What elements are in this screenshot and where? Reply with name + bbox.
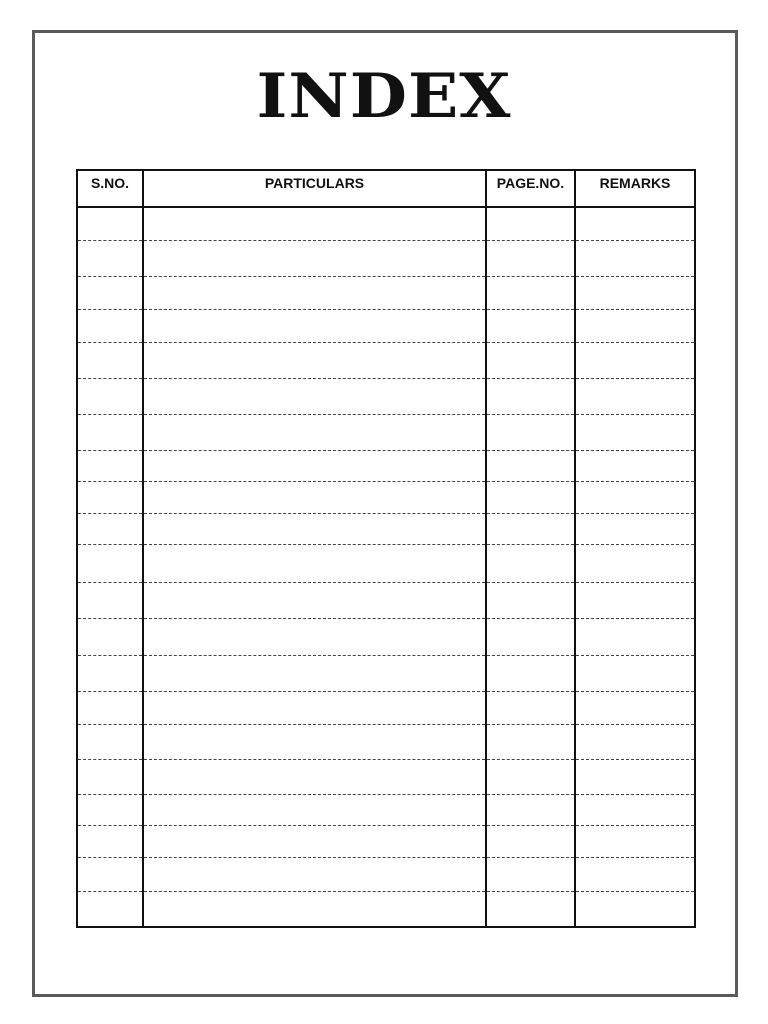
- table-row: [77, 891, 695, 927]
- cell-sno: [77, 309, 143, 342]
- cell-remarks: [575, 414, 695, 450]
- cell-particulars: [143, 794, 486, 825]
- table-row: [77, 759, 695, 794]
- cell-page-no: [486, 891, 575, 927]
- cell-page-no: [486, 544, 575, 582]
- cell-remarks: [575, 450, 695, 481]
- cell-sno: [77, 655, 143, 691]
- cell-remarks: [575, 891, 695, 927]
- cell-particulars: [143, 207, 486, 240]
- cell-particulars: [143, 544, 486, 582]
- cell-page-no: [486, 691, 575, 724]
- cell-sno: [77, 414, 143, 450]
- table-row: [77, 276, 695, 309]
- cell-particulars: [143, 378, 486, 414]
- table-body: [77, 207, 695, 927]
- table-row: [77, 582, 695, 618]
- cell-remarks: [575, 825, 695, 857]
- cell-particulars: [143, 342, 486, 378]
- cell-sno: [77, 691, 143, 724]
- cell-remarks: [575, 759, 695, 794]
- cell-particulars: [143, 582, 486, 618]
- cell-sno: [77, 481, 143, 513]
- cell-page-no: [486, 450, 575, 481]
- cell-sno: [77, 759, 143, 794]
- header-remarks: REMARKS: [575, 170, 695, 207]
- cell-sno: [77, 207, 143, 240]
- cell-page-no: [486, 309, 575, 342]
- table-row: [77, 240, 695, 276]
- cell-page-no: [486, 481, 575, 513]
- cell-particulars: [143, 513, 486, 544]
- table-row: [77, 309, 695, 342]
- index-table: [76, 169, 696, 928]
- table-row: [77, 857, 695, 891]
- cell-remarks: [575, 655, 695, 691]
- table-row: [77, 378, 695, 414]
- cell-sno: [77, 618, 143, 655]
- cell-sno: [77, 513, 143, 544]
- cell-remarks: [575, 691, 695, 724]
- cell-remarks: [575, 857, 695, 891]
- header-sno: S.NO.: [77, 170, 143, 207]
- cell-remarks: [575, 276, 695, 309]
- cell-page-no: [486, 618, 575, 655]
- cell-remarks: [575, 513, 695, 544]
- cell-page-no: [486, 414, 575, 450]
- header-page-no: PAGE.NO.: [486, 170, 575, 207]
- table-row: [77, 450, 695, 481]
- cell-particulars: [143, 618, 486, 655]
- page-title: INDEX: [256, 60, 512, 132]
- cell-remarks: [575, 582, 695, 618]
- cell-remarks: [575, 309, 695, 342]
- cell-remarks: [575, 794, 695, 825]
- cell-sno: [77, 582, 143, 618]
- cell-particulars: [143, 276, 486, 309]
- table-row: [77, 207, 695, 240]
- cell-page-no: [486, 759, 575, 794]
- cell-page-no: [486, 378, 575, 414]
- cell-particulars: [143, 891, 486, 927]
- cell-particulars: [143, 450, 486, 481]
- table-row: [77, 342, 695, 378]
- cell-remarks: [575, 240, 695, 276]
- cell-sno: [77, 794, 143, 825]
- cell-sno: [77, 342, 143, 378]
- cell-page-no: [486, 794, 575, 825]
- cell-page-no: [486, 655, 575, 691]
- table-row: [77, 513, 695, 544]
- cell-particulars: [143, 857, 486, 891]
- table-row: [77, 544, 695, 582]
- cell-page-no: [486, 825, 575, 857]
- table-row: [77, 724, 695, 759]
- cell-particulars: [143, 691, 486, 724]
- cell-page-no: [486, 207, 575, 240]
- cell-remarks: [575, 378, 695, 414]
- cell-particulars: [143, 759, 486, 794]
- cell-particulars: [143, 724, 486, 759]
- cell-page-no: [486, 724, 575, 759]
- cell-sno: [77, 276, 143, 309]
- cell-sno: [77, 825, 143, 857]
- cell-page-no: [486, 513, 575, 544]
- table-row: [77, 481, 695, 513]
- cell-page-no: [486, 342, 575, 378]
- cell-sno: [77, 544, 143, 582]
- cell-remarks: [575, 342, 695, 378]
- table-header-row: [77, 170, 695, 207]
- cell-sno: [77, 378, 143, 414]
- header-particulars: PARTICULARS: [143, 170, 486, 207]
- cell-page-no: [486, 276, 575, 309]
- cell-sno: [77, 240, 143, 276]
- table-row: [77, 655, 695, 691]
- cell-particulars: [143, 309, 486, 342]
- table-row: [77, 618, 695, 655]
- table-row: [77, 414, 695, 450]
- table-row: [77, 691, 695, 724]
- cell-particulars: [143, 655, 486, 691]
- cell-page-no: [486, 857, 575, 891]
- cell-sno: [77, 450, 143, 481]
- cell-sno: [77, 724, 143, 759]
- cell-sno: [77, 891, 143, 927]
- cell-particulars: [143, 414, 486, 450]
- cell-remarks: [575, 618, 695, 655]
- table-row: [77, 825, 695, 857]
- cell-remarks: [575, 544, 695, 582]
- cell-particulars: [143, 825, 486, 857]
- cell-remarks: [575, 481, 695, 513]
- cell-particulars: [143, 481, 486, 513]
- cell-page-no: [486, 240, 575, 276]
- cell-particulars: [143, 240, 486, 276]
- cell-sno: [77, 857, 143, 891]
- table-row: [77, 794, 695, 825]
- cell-page-no: [486, 582, 575, 618]
- cell-remarks: [575, 207, 695, 240]
- cell-remarks: [575, 724, 695, 759]
